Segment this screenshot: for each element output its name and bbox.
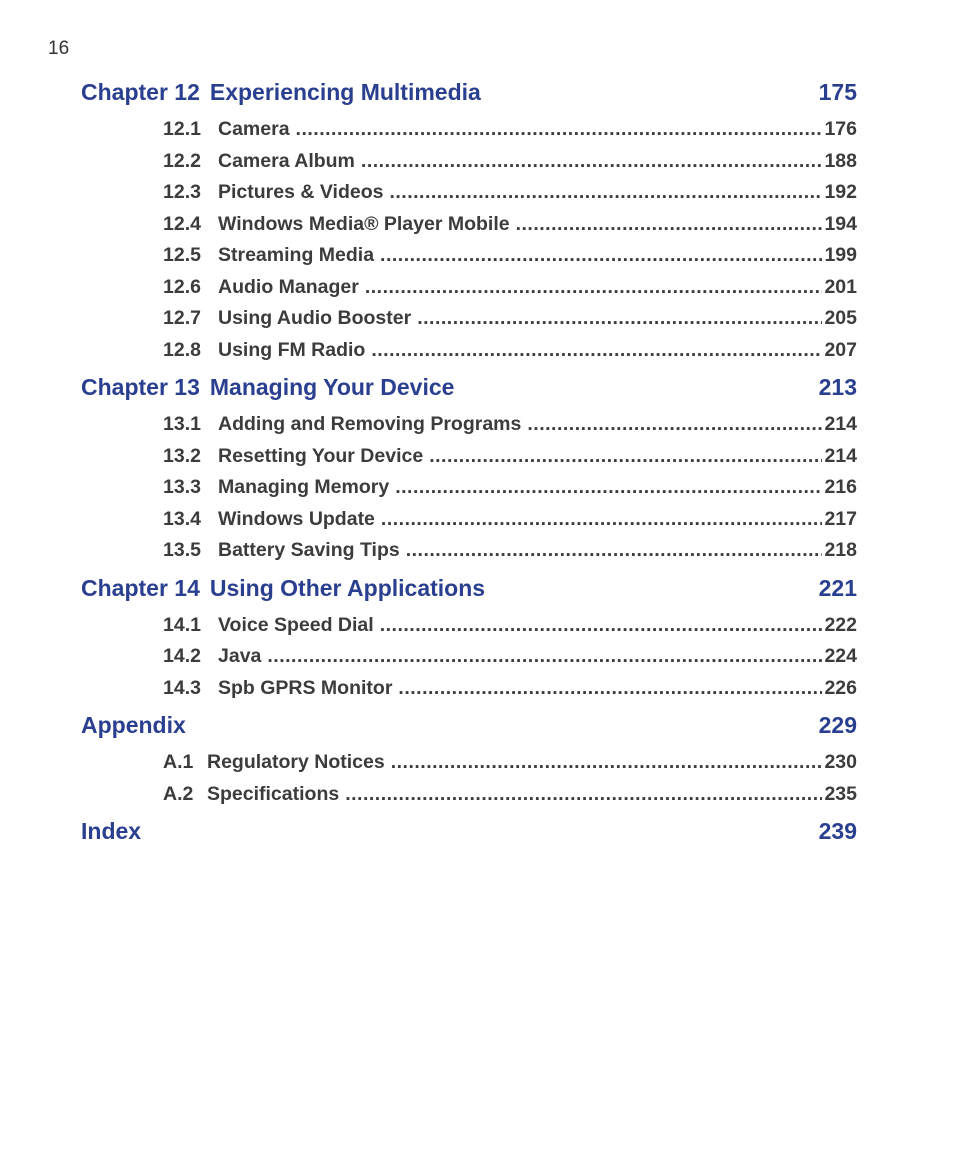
section-number: 13.4 [163, 507, 201, 530]
chapter-heading[interactable] [81, 815, 857, 853]
toc-entry-windows-update[interactable] [163, 504, 857, 536]
toc-entry-windows-media-player[interactable] [163, 209, 857, 241]
index [81, 815, 857, 853]
chapter-page: 175 [818, 79, 857, 105]
section-number: A.2 [163, 782, 194, 805]
section-title: Managing Memory [218, 476, 390, 498]
section-number: 12.3 [163, 181, 201, 203]
section-page: 235 [824, 782, 857, 805]
section-title: Resetting Your Device [218, 444, 424, 467]
chapter-number: Chapter 13 [81, 374, 200, 400]
chapter-title: Experiencing Multimedia [209, 79, 481, 105]
toc-entry-specifications[interactable] [163, 779, 857, 811]
section-number: 13.5 [163, 539, 201, 561]
toc-entry-voice-speed-dial[interactable] [163, 610, 857, 642]
section-title: Windows Update [218, 507, 375, 530]
section-title: Using Audio Booster [218, 307, 412, 329]
dot-leader [381, 504, 823, 535]
toc-entry-regulatory-notices[interactable] [163, 747, 857, 779]
section-title: Specifications [207, 782, 340, 805]
dot-leader [380, 610, 823, 641]
toc-entry-battery-saving-tips[interactable] [163, 535, 857, 567]
chapter-page: 221 [818, 574, 857, 601]
section-page: 194 [824, 212, 857, 235]
section-number: A.1 [163, 751, 194, 773]
section-number: 14.1 [163, 613, 201, 636]
chapter-page: 239 [818, 818, 857, 844]
toc-entry-spb-gprs-monitor[interactable] [163, 673, 857, 705]
dot-leader [345, 779, 822, 810]
chapter-13 [81, 371, 857, 572]
section-page: 201 [824, 275, 857, 298]
chapter-number: Chapter 12 [81, 79, 200, 105]
section-title: Java [218, 645, 262, 667]
dot-leader [398, 673, 822, 704]
section-number: 12.2 [163, 149, 201, 172]
section-number: 12.5 [163, 244, 201, 266]
toc-entry-fm-radio[interactable] [163, 335, 857, 367]
chapter-title: Using Other Applications [209, 574, 486, 601]
section-page: 230 [824, 751, 857, 773]
section-page: 217 [824, 507, 857, 530]
section-number: 12.7 [163, 307, 201, 329]
dot-leader [516, 209, 823, 240]
dot-leader [361, 146, 823, 177]
section-title: Streaming Media [218, 244, 375, 266]
section-page: 222 [824, 613, 857, 636]
section-number: 12.6 [163, 275, 201, 298]
dot-leader [267, 641, 822, 672]
section-page: 224 [824, 645, 857, 667]
dot-leader [296, 114, 823, 145]
appendix [81, 709, 857, 815]
section-page: 214 [824, 413, 857, 435]
section-number: 14.2 [163, 645, 201, 667]
toc-entry-streaming-media[interactable] [163, 240, 857, 272]
table-of-contents [81, 76, 857, 853]
section-page: 205 [824, 307, 857, 329]
section-page: 176 [824, 118, 857, 140]
chapter-14 [81, 572, 857, 710]
section-page: 216 [824, 476, 857, 498]
dot-leader [429, 441, 822, 472]
section-title: Adding and Removing Programs [218, 413, 522, 435]
dot-leader [417, 303, 822, 334]
toc-entry-audio-booster[interactable] [163, 303, 857, 335]
chapter-number: Index [81, 818, 142, 844]
chapter-number: Appendix [81, 712, 186, 738]
section-list [81, 114, 857, 371]
section-list [81, 610, 857, 710]
section-number: 13.3 [163, 476, 201, 498]
chapter-page: 213 [818, 374, 857, 400]
section-list [81, 409, 857, 572]
chapter-heading[interactable] [81, 572, 857, 610]
section-page: 214 [824, 444, 857, 467]
toc-entry-pictures-videos[interactable] [163, 177, 857, 209]
toc-entry-camera[interactable] [163, 114, 857, 146]
section-title: Audio Manager [218, 275, 359, 298]
toc-entry-camera-album[interactable] [163, 146, 857, 178]
dot-leader [406, 535, 823, 566]
section-page: 199 [824, 244, 857, 266]
section-number: 12.8 [163, 338, 201, 361]
section-title: Battery Saving Tips [218, 539, 400, 561]
dot-leader [389, 177, 822, 208]
section-number: 12.4 [163, 212, 201, 235]
page-number: 16 [48, 38, 70, 59]
section-title: Spb GPRS Monitor [218, 676, 393, 699]
toc-entry-adding-removing-programs[interactable] [163, 409, 857, 441]
section-list [81, 747, 857, 815]
toc-entry-audio-manager[interactable] [163, 272, 857, 304]
section-page: 218 [824, 539, 857, 561]
section-title: Voice Speed Dial [218, 613, 374, 636]
dot-leader [371, 335, 822, 366]
section-page: 192 [824, 181, 857, 203]
chapter-heading[interactable] [81, 76, 857, 114]
section-number: 14.3 [163, 676, 201, 699]
dot-leader [395, 472, 822, 503]
chapter-12 [81, 76, 857, 371]
section-title: Using FM Radio [218, 338, 366, 361]
dot-leader [527, 409, 822, 440]
chapter-page: 229 [818, 712, 857, 738]
section-page: 226 [824, 676, 857, 699]
section-page: 188 [824, 149, 857, 172]
toc-entry-java[interactable] [163, 641, 857, 673]
dot-leader [391, 747, 823, 778]
dot-leader [380, 240, 822, 271]
section-title: Camera [218, 118, 290, 140]
section-number: 13.2 [163, 444, 201, 467]
section-number: 13.1 [163, 413, 201, 435]
chapter-number: Chapter 14 [81, 574, 200, 601]
section-title: Windows Media® Player Mobile [218, 212, 510, 235]
section-page: 207 [824, 338, 857, 361]
toc-entry-resetting-device[interactable] [163, 441, 857, 473]
section-title: Regulatory Notices [207, 751, 385, 773]
chapter-heading[interactable] [81, 709, 857, 747]
section-title: Pictures & Videos [218, 181, 384, 203]
chapter-heading[interactable] [81, 371, 857, 409]
section-number: 12.1 [163, 118, 201, 140]
dot-leader [365, 272, 823, 303]
chapter-title: Managing Your Device [209, 374, 455, 400]
section-title: Camera Album [218, 149, 355, 172]
toc-entry-managing-memory[interactable] [163, 472, 857, 504]
